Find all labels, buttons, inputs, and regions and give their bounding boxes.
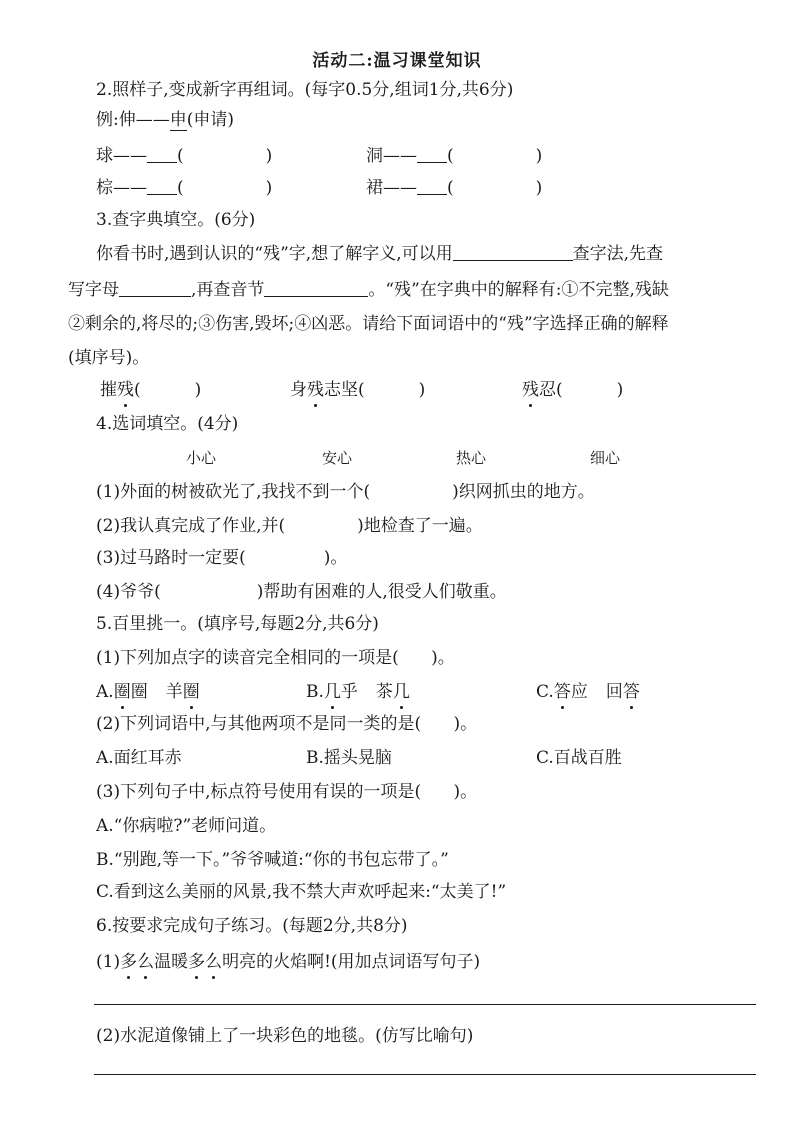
dotted-char: 圈 [113, 682, 131, 702]
q5-sub2-stem: (2)下列词语中,与其他两项不是同一类的是( )。 [96, 714, 478, 734]
dotted-char: 么 [137, 952, 155, 972]
word-text: 身 [290, 380, 307, 400]
q3-word-3 [522, 378, 623, 402]
word-text: 摧 [100, 380, 117, 400]
blank-line[interactable] [147, 144, 177, 163]
dotted-char: 答 [622, 682, 640, 702]
answer-paren[interactable]: ( ) [556, 380, 624, 400]
paren-close: ) [265, 178, 273, 198]
dotted-char: 答 [553, 682, 571, 702]
word-text: 志坚 [324, 380, 358, 400]
q5-sub3-opt-b: B.“别跑,等一下。”爷爷喊道:“你的书包忘带了。” [96, 850, 449, 870]
q2-item-3 [96, 176, 272, 200]
q4-heading: 4.选词填空。(4分) [96, 414, 239, 434]
q3-word-2 [290, 378, 425, 402]
blank-line[interactable] [417, 144, 447, 163]
q2-example [96, 108, 234, 132]
paren-open: ( [447, 178, 454, 198]
q4-item-2 [96, 514, 483, 538]
dotted-char: 多 [120, 952, 138, 972]
q3-text: 你看书时,遇到认识的“残”字,想了解字义,可以用 [96, 244, 453, 264]
answer-paren[interactable]: ( ) [358, 380, 426, 400]
answer-paren[interactable]: ( ) [134, 380, 202, 400]
q3-text: 查字法,先查 [572, 244, 663, 264]
blank-line[interactable] [453, 242, 573, 261]
word-text: 乎 [340, 682, 358, 702]
option-label: C. [536, 682, 554, 702]
q4-option-4: 细心 [590, 449, 621, 467]
q5-sub1-opt-c [536, 680, 640, 704]
q2-item-2 [366, 144, 542, 168]
q4-text: )帮助有困难的人,很受人们敬重。 [256, 582, 507, 602]
word-text: 圈 [130, 682, 148, 702]
dotted-char: 残 [117, 380, 134, 400]
paren-open: ( [447, 146, 454, 166]
blank-line[interactable] [264, 278, 368, 297]
word-text: 回 [605, 682, 623, 702]
paren-open: ( [177, 146, 184, 166]
q2-example-prefix: 例:伸—— [96, 110, 170, 130]
answer-line[interactable] [94, 1004, 756, 1005]
q2-example-char: 申 [169, 110, 187, 130]
q2-item-char: 球—— [96, 146, 147, 166]
paren-close: ) [535, 178, 543, 198]
q5-sub2-opt-a: A.面红耳赤 [96, 748, 182, 768]
dotted-char: 几 [323, 682, 341, 702]
paren-close: ) [535, 146, 543, 166]
q4-text: (3)过马路时一定要( [96, 548, 246, 568]
q4-item-1 [96, 480, 595, 504]
dotted-char: 么 [205, 952, 223, 972]
q5-sub1-stem: (1)下列加点字的读音完全相同的一项是( )。 [96, 648, 455, 668]
q4-text: (2)我认真完成了作业,并( [96, 516, 286, 536]
q4-text: )地检查了一遍。 [357, 516, 483, 536]
dotted-char: 几 [392, 682, 410, 702]
blank-line[interactable] [147, 176, 177, 195]
q4-text: (1)外面的树被砍光了,我找不到一个( [96, 482, 371, 502]
q6-item-1 [96, 950, 480, 974]
q3-heading: 3.查字典填空。(6分) [96, 210, 256, 230]
q5-sub1-opt-b [306, 680, 410, 704]
q4-item-4 [96, 580, 507, 604]
q4-text: )织网抓虫的地方。 [452, 482, 595, 502]
q6-item-2: (2)水泥道像铺上了一块彩色的地毯。(仿写比喻句) [96, 1026, 474, 1046]
q2-heading: 2.照样子,变成新字再组词。(每字0.5分,组词1分,共6分) [96, 80, 514, 100]
q3-text: 写字母 [68, 280, 119, 300]
q4-text: )。 [323, 548, 348, 568]
q4-text: (4)爷爷( [96, 582, 161, 602]
q3-text: 。“残”在字典中的解释有:①不完整,残缺 [368, 280, 669, 300]
q6-text: (1) [96, 952, 121, 972]
q3-text: ,再查音节 [191, 280, 265, 300]
q6-heading: 6.按要求完成句子练习。(每题2分,共8分) [96, 916, 408, 936]
q4-item-3 [96, 546, 347, 570]
word-text: 羊 [165, 682, 183, 702]
page-title: 活动二:温习课堂知识 [312, 51, 482, 71]
q6-text: 温 [154, 952, 172, 972]
q6-text: 暖 [171, 952, 189, 972]
q4-option-2: 安心 [322, 449, 353, 467]
word-text: 应 [570, 682, 588, 702]
q5-sub3-stem: (3)下列句子中,标点符号使用有误的一项是( )。 [96, 782, 478, 802]
option-label: A. [96, 682, 114, 702]
q3-word-1 [100, 378, 201, 402]
q2-item-char: 棕—— [96, 178, 147, 198]
q5-heading: 5.百里挑一。(填序号,每题2分,共6分) [96, 614, 379, 634]
q3-line-2 [68, 278, 756, 302]
q3-line-3: ②剩余的,将尽的;③伤害,毁坏;④凶恶。请给下面词语中的“残”字选择正确的解释 [68, 314, 669, 334]
q6-text: 明亮的火焰啊!(用加点词语写句子) [222, 952, 481, 972]
q2-item-char: 洞—— [366, 146, 417, 166]
answer-line[interactable] [94, 1074, 756, 1075]
q3-line-1 [96, 242, 756, 266]
dotted-char: 残 [307, 380, 324, 400]
blank-line[interactable] [417, 176, 447, 195]
q5-sub3-opt-a: A.“你病啦?”老师问道。 [96, 816, 277, 836]
q5-sub1-opt-a [96, 680, 200, 704]
paren-open: ( [177, 178, 184, 198]
dotted-char: 圈 [182, 682, 200, 702]
dotted-char: 多 [188, 952, 206, 972]
q5-sub3-opt-c: C.看到这么美丽的风景,我不禁大声欢呼起来:“太美了!” [96, 882, 507, 902]
q2-item-4 [366, 176, 542, 200]
dotted-char: 残 [522, 380, 539, 400]
q4-option-1: 小心 [186, 449, 217, 467]
word-text: 茶 [375, 682, 393, 702]
q5-sub2-opt-c: C.百战百胜 [536, 748, 622, 768]
q5-sub2-opt-b: B.摇头晃脑 [306, 748, 392, 768]
option-label: B. [306, 682, 324, 702]
q4-option-3: 热心 [456, 449, 487, 467]
q3-line-4: (填序号)。 [68, 348, 150, 368]
q2-item-char: 裙—— [366, 178, 417, 198]
word-text: 忍 [539, 380, 556, 400]
blank-line[interactable] [119, 278, 191, 297]
q2-item-1 [96, 144, 272, 168]
paren-close: ) [265, 146, 273, 166]
q2-example-word: (申请) [186, 110, 234, 130]
